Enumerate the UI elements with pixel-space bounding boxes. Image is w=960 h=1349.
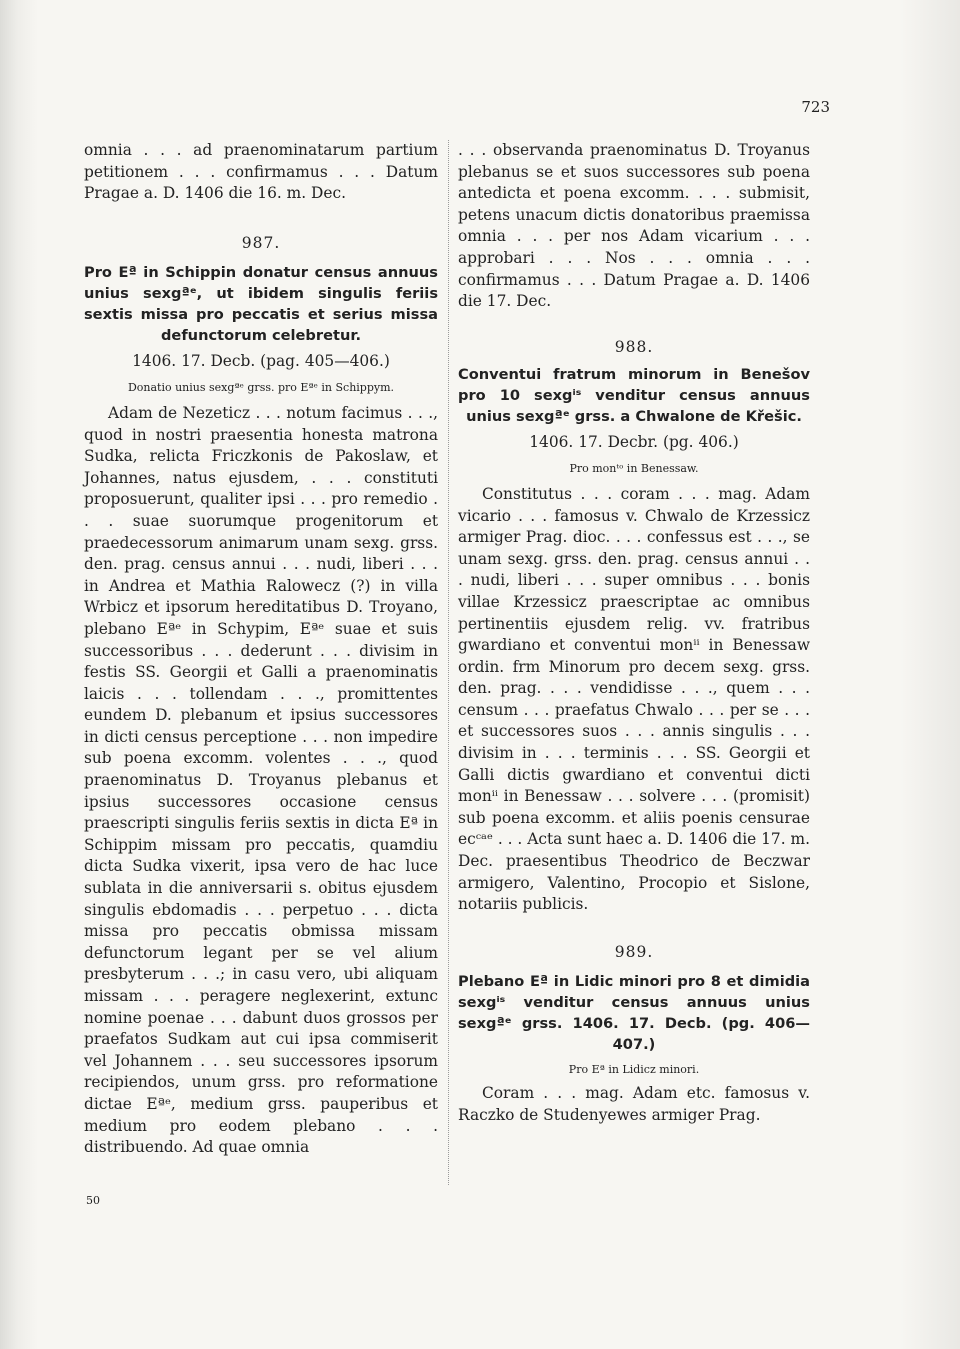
entry-number: 987. (241, 233, 281, 252)
source-note: Pro monᵗᵒ in Benessaw. (569, 461, 699, 475)
entry-heading: Conventui fratrum minorum in Benešov pro 10 sexgⁱˢ venditur census annuus unius sexgªᵉ grss. a Chwalone de Křešic. (458, 366, 810, 426)
entry-989 (458, 942, 810, 1127)
entry-date: 1406. 17. Decbr. (pg. 406.) (529, 433, 739, 452)
page-number: 723 (801, 98, 830, 116)
source-note: Donatio unius sexgªᵉ grss. pro Eªᵉ in Schippym. (127, 380, 395, 394)
continued-text: . . . observanda praenominatus D. Troyanus plebanus se et suos successores sub poena antedicta et poena excomm. . . . submisit, petens unacum dictis donatoribus praemissa omnia . . . per nos Adam vicarium . . . approbari . . . Nos . . . omnia . . . confirmamus . . . Datum Pragae a. D. 1406 die 17. Dec. (458, 141, 810, 311)
left-column (84, 140, 438, 1159)
scan-edge-right (900, 0, 960, 1349)
entry-date: 1406. 17. Decb. (pag. 405—406.) (132, 352, 390, 371)
entry-988 (458, 337, 810, 916)
entry-number: 988. (614, 337, 654, 356)
entry-body: Constitutus . . . coram . . . mag. Adam vicario . . . famosus v. Chwalo de Krzessicz armiger Prag. dioc. . . . confessus est . . ., se unam sexg. grss. den. prag. census annui . . . nudi, liberi . . . super omnibus . . . bonis villae Krzessicz praescriptae ac omnibus pertinentiis ejusdem relig. vv. fratribus gwardiano et conventui monⁱⁱ in Benessaw ordin. frm Minorum pro decem sexg. grss. den. prag. . . . vendidisse . . ., quem . . . censum . . . praefatus Chwalo . . . per se . . . et successores suos . . . annis singulis . . . divisim in . . . terminis . . . SS. Georgii et Galli dictis gwardiano et conventui dicti monⁱⁱ in Benessaw . . . solvere . . . (promisit) sub poena excomm. et aliis poenis censurae ecᶜᵃᵉ . . . Acta sunt haec a. D. 1406 die 17. m. Dec. praesentibus Theodrico de Beczwar armigero, Valentino, Procopio et Sislone, notariis publicis. (458, 484, 810, 914)
entry-body: Coram . . . mag. Adam etc. famosus v. Raczko de Studenyewes armiger Prag. (458, 1084, 810, 1124)
sheet-signature: 50 (86, 1194, 100, 1207)
column-divider (448, 140, 450, 1185)
entry-heading: Plebano Eª in Lidic minori pro 8 et dimidia sexgⁱˢ venditur census annuus unius sexgªᵉ grss. 1406. 17. Decb. (pg. 406—407.) (458, 973, 810, 1054)
entry-987 (84, 233, 438, 1159)
entry-heading: Pro Eª in Schippin donatur census annuus unius sexgªᵉ, ut ibidem singulis feriis sextis missa pro peccatis et serius missa defunctorum celebretur. (84, 264, 438, 345)
scan-edge-left (0, 0, 38, 1349)
continued-text: omnia . . . ad praenominatarum partium petitionem . . . confirmamus . . . Datum Pragae a. D. 1406 die 16. m. Dec. (84, 141, 438, 203)
entry-number: 989. (614, 942, 654, 961)
right-column (458, 140, 810, 1127)
entry-body: Adam de Nezeticz . . . notum facimus . . ., quod in nostri praesentia honesta matrona Sudka, relicta Friczkonis de Pakoslaw, et Johannes, natus ejusdem, . . . constituti proposuerunt, qualiter ipsi . . . pro remedio . . . suae suorumque progenitorum et praedecessorum animarum unam sexg. grss. den. prag. census annui . . . nudi, liberi . . . in Andrea et Mathia Ralowecz (?) in villa Wrbicz et ipsorum hereditatibus D. Troyano, plebano Eªᵉ in Schypim, Eªᵉ suae et suis successoribus . . . dederunt . . . divisim in festis SS. Georgii et Galli a praenominatis laicis . . . tollendam . . ., promittentes eundem D. plebanum et ipsius successores in dicti census perceptione . . . non impedire sub poena excomm. volentes . . ., quod praenominatus D. Troyanus plebanus et ipsius successores occasione census praescripti singulis feriis sextis in dicta Eª in Schippim missam pro peccatis, quamdiu dicta Sudka vixerit, ipsa vero de hac luce sublata in die anniversarii s. obitus ejusdem singulis ebdomadis . . . perpetuo . . . dicta missa pro peccatis obmissa missam defunctorum legant per se vel alium presbyterum . . .; in casu vero, ubi aliquam missam . . . peragere neglexerint, extunc nomine poenae . . . dabunt duos grossos per praefatos Sudkam aut cui ipsa commiserit vel Johannem . . . seu successores ipsorum recipiendos, unum grss. pro reformatione dictae Eªᵉ, medium grss. pauperibus et medium pro eodem plebano . . . distribuendo. Ad quae omnia (84, 403, 438, 1157)
source-note: Pro Eª in Lidicz minori. (568, 1063, 700, 1077)
